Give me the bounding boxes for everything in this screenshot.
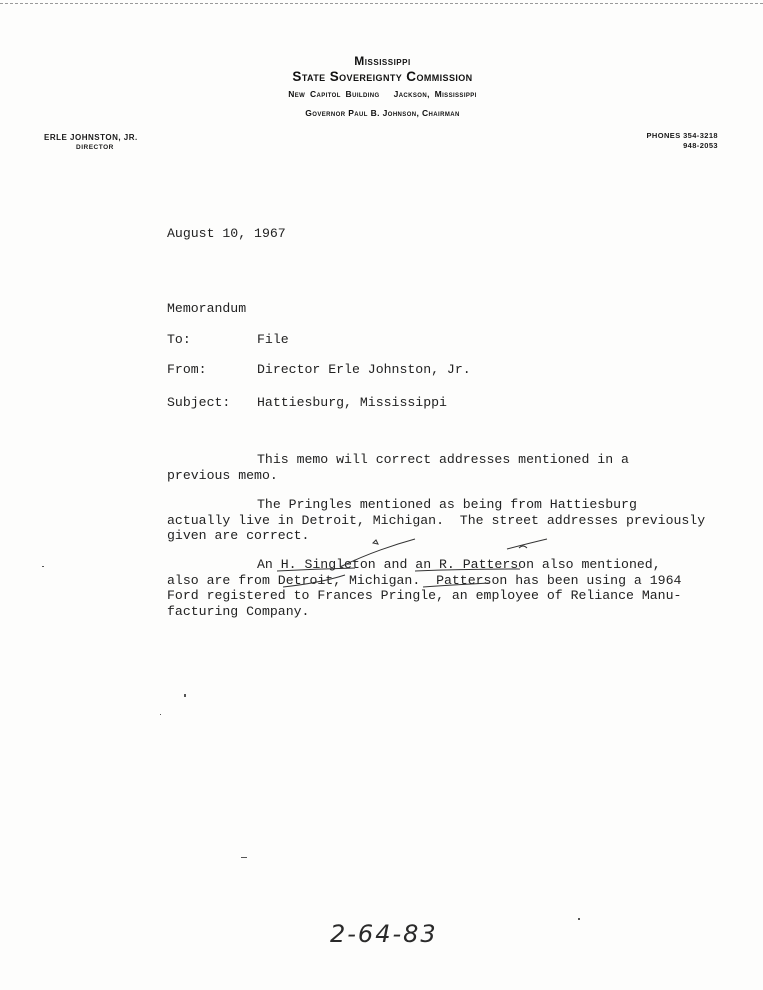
letterhead-city: Jackson, Mississippi <box>393 89 477 99</box>
scan-speck <box>184 694 186 697</box>
paragraph-3-line-4: facturing Company. <box>167 603 310 619</box>
letterhead-governor: Governor Paul B. Johnson, Chairman <box>305 108 460 118</box>
scan-speck <box>241 857 247 858</box>
paragraph-2-line-3: given are correct. <box>167 528 310 543</box>
to-value: File <box>257 332 289 347</box>
top-edge-line <box>0 3 763 4</box>
from-value: Director Erle Johnston, Jr. <box>257 362 471 377</box>
paragraph-3-line-1: An H. Singleton and an R. Patterson also mentioned, <box>257 557 661 572</box>
subject-value: Hattiesburg, Mississippi <box>257 395 447 410</box>
scan-speck <box>160 714 161 715</box>
to-label: To: <box>167 332 191 347</box>
pen-underline-marks <box>275 535 565 595</box>
letterhead-building: New Capitol Building <box>288 89 380 99</box>
paragraph-3-line-2: also are from Detroit, Michigan. Patterson has been using a 1964 <box>167 572 682 588</box>
letterhead-state: Mississippi <box>354 54 411 68</box>
subject-label: Subject: <box>167 395 231 410</box>
phones-label: PHONES <box>646 131 681 140</box>
from-label: From: <box>167 362 207 377</box>
phone-number-1: 354-3218 <box>683 131 718 140</box>
director-name: ERLE JOHNSTON, JR. <box>44 133 138 142</box>
scan-speck <box>42 566 44 567</box>
paragraph-1 <box>167 452 629 483</box>
scan-speck <box>578 918 580 920</box>
memo-date: August 10, 1967 <box>167 226 286 241</box>
letterhead-commission: State Sovereignty Commission <box>292 69 473 84</box>
phone-number-2: 948-2053 <box>683 141 718 150</box>
letterhead-address <box>240 89 525 99</box>
director-title: DIRECTOR <box>76 144 114 151</box>
phones-line-1 <box>647 131 718 141</box>
memo-type: Memorandum <box>167 301 247 316</box>
phones-block <box>647 131 718 151</box>
paragraph-3-line-3: Ford registered to Frances Pringle, an employee of Reliance Manu- <box>167 588 682 603</box>
paragraph-1-line-2: previous memo. <box>167 467 278 483</box>
paragraph-1-line-1: This memo will correct addresses mentioned in a <box>257 452 629 467</box>
handwritten-file-number: 2-64-83 <box>330 920 438 948</box>
paragraph-2-line-1: The Pringles mentioned as being from Hattiesburg <box>257 497 637 512</box>
paragraph-2-line-2: actually live in Detroit, Michigan. The street addresses previously <box>167 512 706 528</box>
